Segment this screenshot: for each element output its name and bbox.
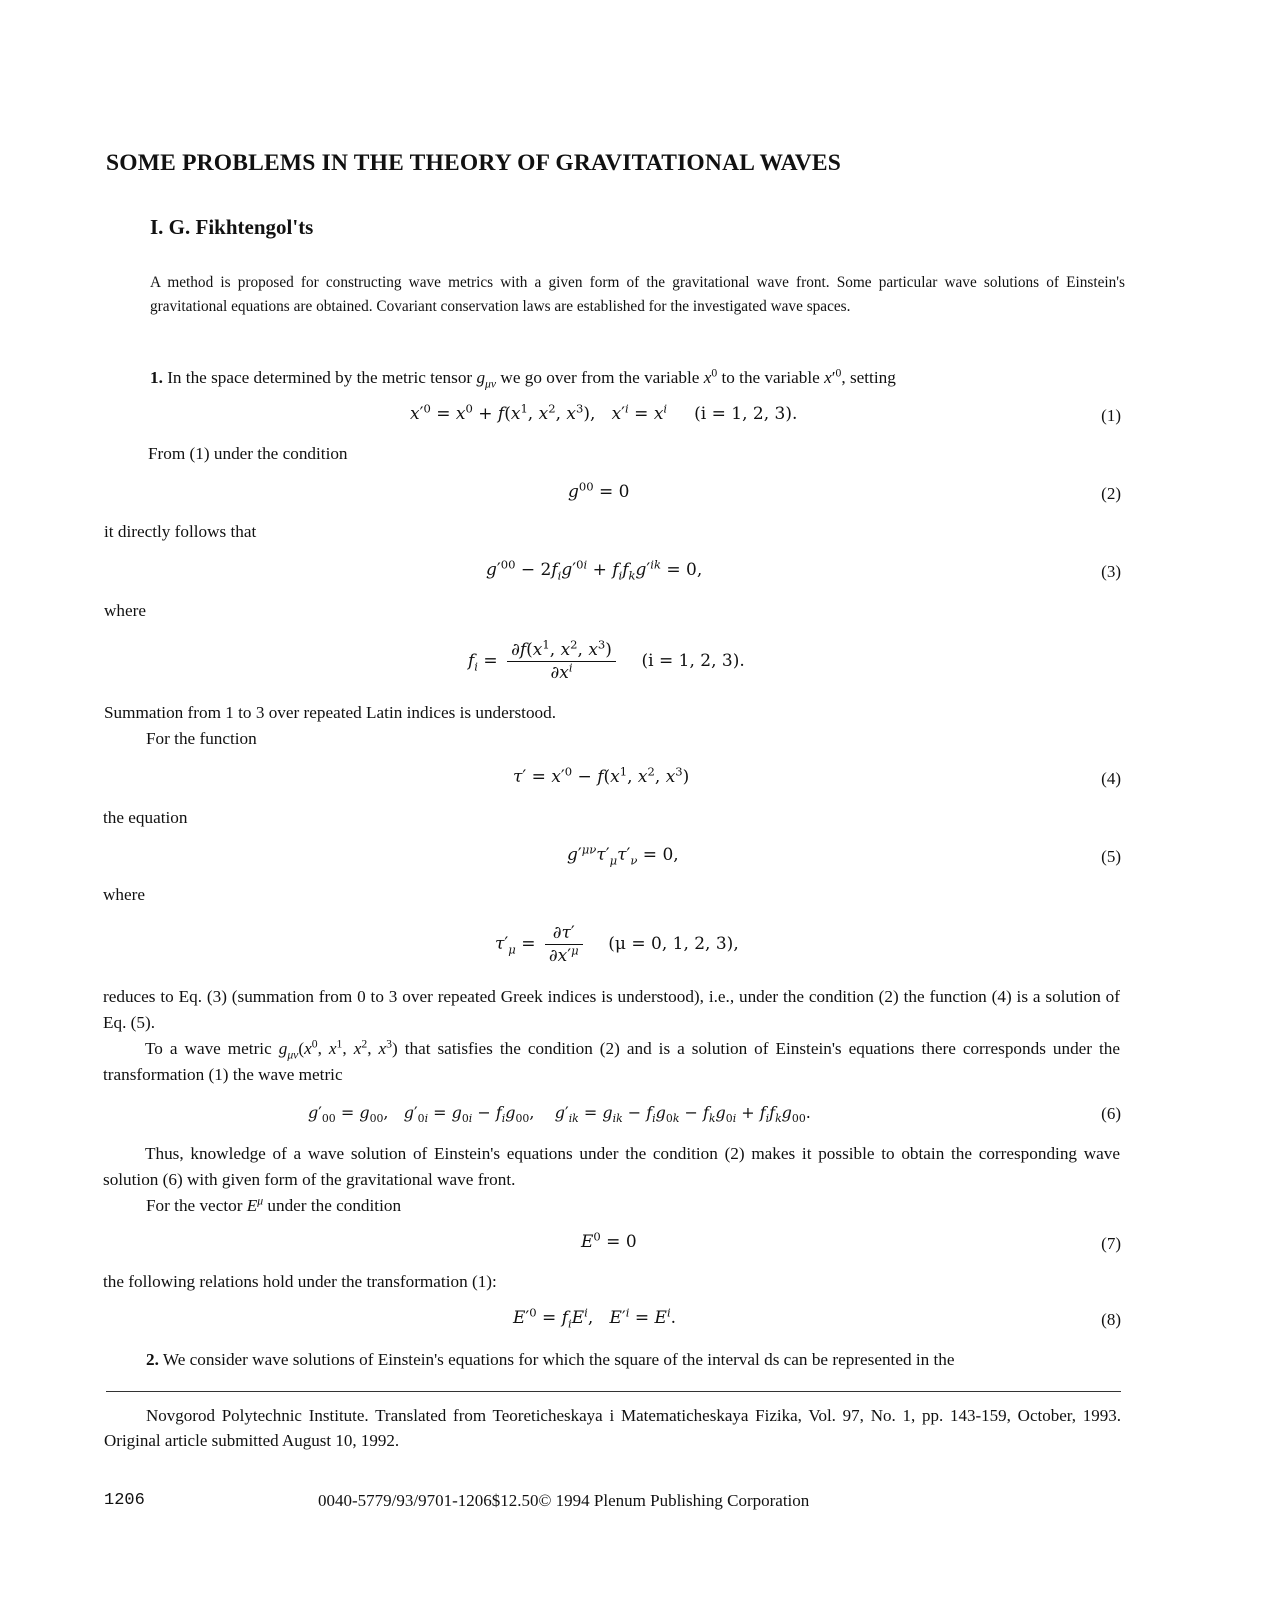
text-from-1: From (1) under the condition [148, 444, 348, 463]
equation-2-label: (2) [1101, 484, 1121, 503]
section-1-text-a: In the space determined by the metric tensor [167, 368, 473, 387]
equation-6-label: (6) [1101, 1104, 1121, 1123]
equation-tau-condition: (μ = 0, 1, 2, 3), [608, 934, 739, 954]
text-vector-b: under the condition [267, 1196, 402, 1215]
text-to-wave-b: that satisfies the condition (2) and is a solution of Einstein's equations there corresponds under the transformation (1) the wave metric [103, 1039, 1121, 1084]
footnote: Novgorod Polytechnic Institute. Translated from Teoreticheskaya i Matematicheskaya Fizika, Vol. 97, No. 1, pp. 143-159, October, 1993. Original article submitted August 10, 1992. [104, 1406, 1121, 1450]
section-1-intro: 1. In the space determined by the metric tensor $g_{\mu\nu}$ we go over from the variable $x^0$ to the variable $x'^0$, setting [150, 366, 896, 391]
footnote-rule [106, 1391, 1121, 1392]
equation-8: $E'^0 = f_iE^i$, $E'^i = E^i$. [513, 1305, 677, 1331]
abstract: A method is proposed for constructing wave metrics with a given form of the gravitational wave front. Some particular wave solutions of Einstein's gravitational equations are obtained. Covariant conservation laws are established for the investigated wave spaces. [150, 274, 1125, 315]
page-number: 1206 [104, 1491, 145, 1510]
equation-4: $\tau' = x'^0 - f(x^1$, $x^2$, $x^3$) [513, 764, 690, 787]
author-name: I. G. Fikhtengol'ts [150, 215, 314, 239]
paper-title: SOME PROBLEMS IN THE THEORY OF GRAVITATIONAL WAVES [106, 150, 842, 176]
equation-1: $x'^0 = x^0 + f(x^1$, $x^2$, $x^3$), $x'^i = x^i$ (i = 1, 2, 3). [410, 401, 798, 424]
equation-5: $g'^{\mu\nu}\tau'_\mu\tau'_\nu = 0$, [567, 842, 679, 868]
text-to-wave-metric: To a wave metric $g_{\mu\nu}(x^0$, $x^1$, $x^2$, $x^3$) that satisfies the condition (2) and is a solution of Einstein's equations there corresponds under the transformation (1) the wave metric [103, 1037, 1121, 1084]
text-summation: Summation from 1 to 3 over repeated Latin indices is understood. [104, 703, 557, 722]
equation-3: $g'^{00} - 2f_ig'^{0i} + f_if_kg'^{ik} = 0$, [486, 557, 703, 583]
section-2-number: 2. [146, 1350, 159, 1369]
equation-tau-definition: $\tau'_\mu$ = $\frac{\partial\tau'}{\partial x'^\mu}$ (μ = 0, 1, 2, 3), [495, 923, 739, 966]
text-following: the following relations hold under the transformation (1): [103, 1272, 497, 1291]
section-1-text-d: , setting [841, 368, 896, 387]
text-reduces: reduces to Eq. (3) (summation from 0 to 3 over repeated Greek indices is understood), i.e., under the condition (2) the function (4) is a solution of Eq. (5). [103, 987, 1120, 1032]
text-vector-a: For the vector [146, 1196, 243, 1215]
section-1-text-b: we go over from the variable [500, 368, 700, 387]
text-thus: Thus, knowledge of a wave solution of Einstein's equations under the condition (2) makes it possible to obtain the corresponding wave solution (6) with given form of the gravitational wave front. [103, 1144, 1120, 1189]
equation-3-label: (3) [1101, 562, 1121, 581]
text-for-vector: For the vector $E^\mu$ under the condition [146, 1194, 402, 1215]
equation-8-label: (8) [1101, 1310, 1121, 1329]
equation-7-label: (7) [1101, 1234, 1121, 1253]
equation-7: $E^0 = 0$ [581, 1229, 637, 1252]
text-to-wave-a: To a wave metric [145, 1039, 272, 1058]
text-where-2: where [103, 885, 145, 904]
text-for-function: For the function [146, 729, 257, 748]
equation-f-definition: $f_i$ = $\frac{\partial f(x^1, x^2, x^3)}{\partial x^i}$ (i = 1, 2, 3). [468, 637, 745, 683]
section-2-text: We consider wave solutions of Einstein's equations for which the square of the interval ds can be represented in the [162, 1350, 955, 1369]
equation-1-label: (1) [1101, 406, 1121, 425]
equation-1-condition: (i = 1, 2, 3). [694, 404, 798, 424]
section-1-number: 1. [150, 368, 163, 387]
copyright-line: 0040-5779/93/9701-1206$12.50© 1994 Plenum Publishing Corporation [318, 1491, 810, 1510]
text-where-1: where [104, 601, 146, 620]
text-directly: it directly follows that [104, 522, 257, 541]
text-the-equation: the equation [103, 808, 188, 827]
equation-6: $g'_{00} = g_{00}$, $g'_{0i} = g_{0i} - f_ig_{00}$, $g'_{ik} = g_{ik} - f_ig_{0k} - f_kg_{0i} + f_if_kg_{00}$. [308, 1103, 811, 1126]
section-1-text-c: to the variable [721, 368, 820, 387]
equation-f-condition: (i = 1, 2, 3). [641, 651, 745, 671]
equation-5-label: (5) [1101, 847, 1121, 866]
equation-4-label: (4) [1101, 769, 1121, 788]
section-2-intro [146, 1347, 955, 1373]
equation-2: $g^{00} = 0$ [568, 479, 630, 502]
